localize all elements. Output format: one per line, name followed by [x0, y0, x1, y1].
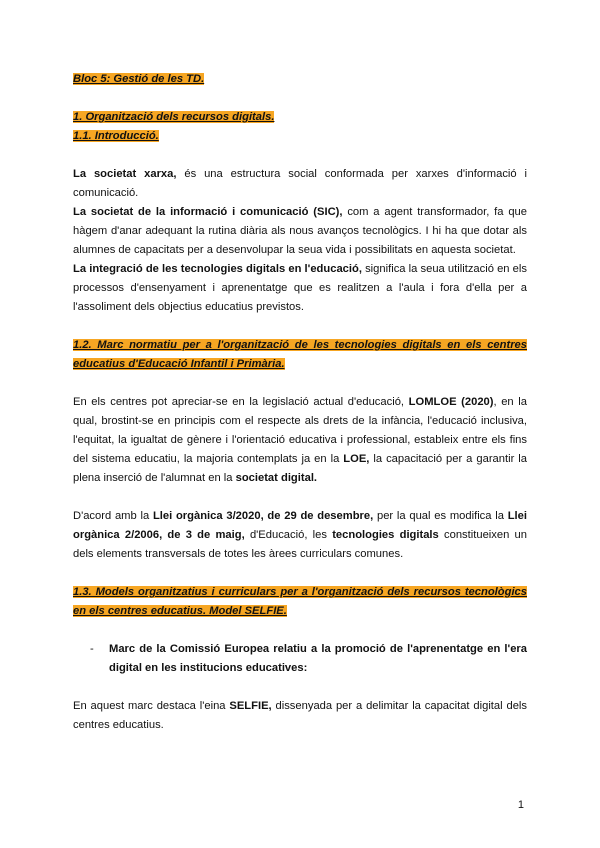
- marc-paragraph-1: En els centres pot apreciar-se en la legislació actual d'educació, LOMLOE (2020), en la qual, brostint-se en principis com el respecte als drets de la infància, l'educació inclusiva, l'equitat, la igualtat de gènere i l'orientació educativa i professional, estableix entre els fins del sistema educatiu, la majoria contemplats ja en la LOE, la capacitació per a garantir la plena inserció de l'alumnat en la societat digital.: [73, 396, 528, 484]
- marc-paragraph-2: D'acord amb la Llei orgànica 3/2020, de 29 de desembre, per la qual es modifica la Llei orgànica 2/2006, de 3 de maig, d'Educació, les tecnologies digitals constitueixen un dels elements transversals de totes les àrees curriculars comunes.: [73, 510, 527, 560]
- section-1-3-title: 1.3. Models organitzatius i curriculars per a l'organització dels recursos tecnològics en els centres educatius. Model SELFIE.: [73, 586, 527, 617]
- bloc-title: Bloc 5: Gestió de les TD.: [73, 73, 205, 85]
- intro-paragraph-3: La integració de les tecnologies digitals en l'educació, significa la seua utilització en els processos d'ensenyament i aprenentatge que es realitzen a l'aula i fora d'ella per a l'assoliment dels objectius educatius previstos.: [73, 263, 527, 313]
- intro-paragraph-1: La societat xarxa, és una estructura social conformada per xarxes d'informació i comunicació.: [73, 168, 528, 199]
- section-1-1-title: 1.1. Introducció.: [73, 130, 159, 142]
- selfie-paragraph: En aquest marc destaca l'eina SELFIE, dissenyada per a delimitar la capacitat digital dels centres educatius.: [73, 700, 527, 731]
- section-1-title: 1. Organització dels recursos digitals.: [73, 111, 275, 123]
- intro-paragraph-2: La societat de la informació i comunicació (SIC), com a agent transformador, fa que hàgem d'anar adequant la rutina diària als nous avanços tecnològics. I hi ha que dotar als alumnes de capacitats per a desenvolupar la seua vida i possibilitats en aquesta societat.: [73, 206, 527, 256]
- page-content: [73, 70, 527, 735]
- bullet-dash: -: [90, 643, 94, 655]
- page-number: 1: [517, 799, 524, 811]
- list-item: - Marc de la Comissió Europea relatiu a la promoció de l'aprenentatge en l'era digital en les institucions educatives:: [90, 640, 527, 678]
- section-1-2-title: 1.2. Marc normatiu per a l'organització de les tecnologies digitals en els centres educatius d'Educació Infantil i Primària.: [73, 339, 527, 370]
